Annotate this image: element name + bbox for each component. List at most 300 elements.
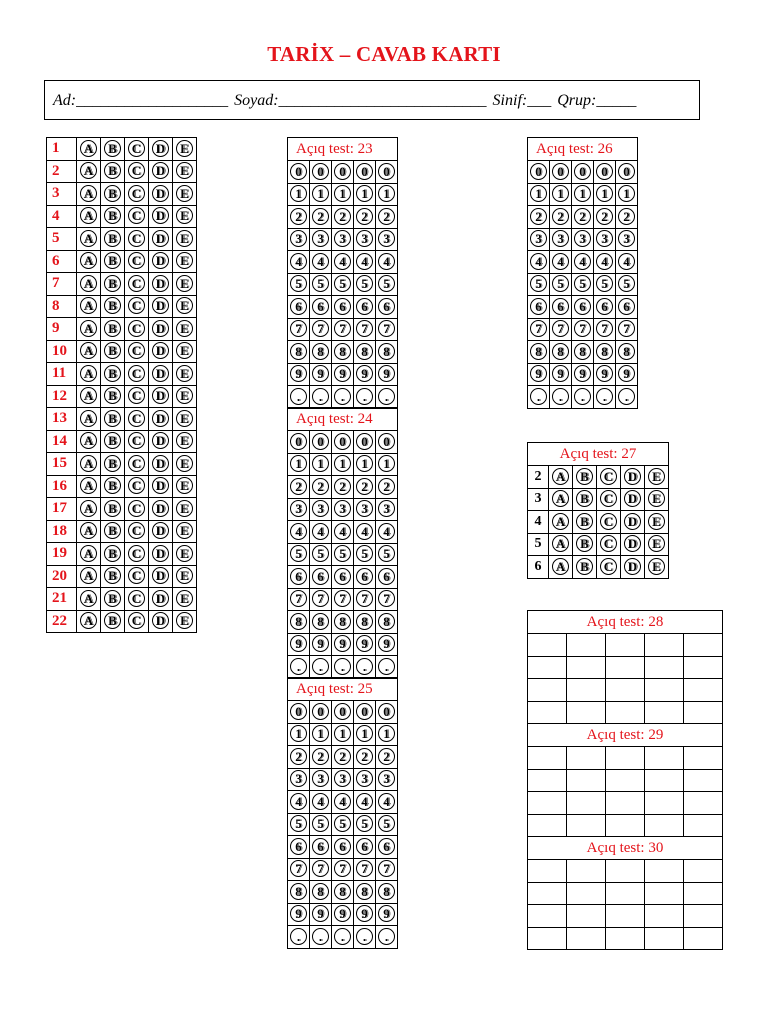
answer-cell[interactable] xyxy=(645,679,684,702)
digit-bubble[interactable]: 4 xyxy=(618,253,635,270)
option-bubble-e[interactable]: E xyxy=(176,140,193,157)
option-bubble-d[interactable]: D xyxy=(152,410,169,427)
digit-bubble[interactable]: 1 xyxy=(290,185,307,202)
digit-bubble[interactable]: . xyxy=(312,658,329,675)
answer-cell[interactable] xyxy=(567,882,606,905)
option-bubble-a[interactable]: A xyxy=(80,185,97,202)
answer-cell[interactable] xyxy=(528,814,567,837)
option-bubble-b[interactable]: B xyxy=(104,207,121,224)
option-bubble-b[interactable]: B xyxy=(104,365,121,382)
answer-cell[interactable] xyxy=(645,927,684,950)
option-bubble-e[interactable]: E xyxy=(176,590,193,607)
digit-bubble[interactable]: 0 xyxy=(530,163,547,180)
option-bubble-c[interactable]: C xyxy=(128,342,145,359)
answer-cell[interactable] xyxy=(528,769,567,792)
digit-bubble[interactable]: 4 xyxy=(356,523,373,540)
digit-bubble[interactable]: 7 xyxy=(378,590,395,607)
digit-bubble[interactable]: 1 xyxy=(312,455,329,472)
digit-bubble[interactable]: 2 xyxy=(378,478,395,495)
digit-bubble[interactable]: 2 xyxy=(312,748,329,765)
digit-bubble[interactable]: 7 xyxy=(334,320,351,337)
digit-bubble[interactable]: 2 xyxy=(290,478,307,495)
digit-bubble[interactable]: 2 xyxy=(356,478,373,495)
digit-bubble[interactable]: . xyxy=(312,388,329,405)
digit-bubble[interactable]: 4 xyxy=(356,793,373,810)
option-bubble-a[interactable]: A xyxy=(552,535,569,552)
option-bubble-c[interactable]: C xyxy=(128,590,145,607)
digit-bubble[interactable]: 9 xyxy=(356,635,373,652)
digit-bubble[interactable]: 1 xyxy=(574,185,591,202)
digit-bubble[interactable]: 3 xyxy=(378,230,395,247)
option-bubble-b[interactable]: B xyxy=(104,477,121,494)
digit-bubble[interactable]: 6 xyxy=(312,298,329,315)
option-bubble-c[interactable]: C xyxy=(128,545,145,562)
digit-bubble[interactable]: 3 xyxy=(356,500,373,517)
digit-bubble[interactable]: 4 xyxy=(312,793,329,810)
option-bubble-b[interactable]: B xyxy=(104,162,121,179)
digit-bubble[interactable]: 4 xyxy=(378,253,395,270)
digit-bubble[interactable]: 3 xyxy=(378,770,395,787)
digit-bubble[interactable]: 0 xyxy=(334,163,351,180)
digit-bubble[interactable]: 3 xyxy=(378,500,395,517)
answer-cell[interactable] xyxy=(684,656,723,679)
digit-bubble[interactable]: 0 xyxy=(618,163,635,180)
answer-cell[interactable] xyxy=(606,882,645,905)
digit-bubble[interactable]: 6 xyxy=(618,298,635,315)
digit-bubble[interactable]: 3 xyxy=(574,230,591,247)
digit-bubble[interactable]: 3 xyxy=(312,770,329,787)
answer-cell[interactable] xyxy=(684,747,723,770)
option-bubble-d[interactable]: D xyxy=(152,365,169,382)
digit-bubble[interactable]: 9 xyxy=(312,365,329,382)
answer-cell[interactable] xyxy=(528,882,567,905)
option-bubble-a[interactable]: A xyxy=(80,252,97,269)
option-bubble-d[interactable]: D xyxy=(152,140,169,157)
option-bubble-c[interactable]: C xyxy=(128,185,145,202)
digit-bubble[interactable]: 8 xyxy=(596,343,613,360)
digit-bubble[interactable]: 1 xyxy=(618,185,635,202)
digit-bubble[interactable]: 6 xyxy=(334,298,351,315)
answer-cell[interactable] xyxy=(645,882,684,905)
digit-bubble[interactable]: 2 xyxy=(356,748,373,765)
option-bubble-b[interactable]: B xyxy=(104,387,121,404)
digit-bubble[interactable]: 6 xyxy=(378,568,395,585)
option-bubble-b[interactable]: B xyxy=(104,140,121,157)
digit-bubble[interactable]: 3 xyxy=(334,500,351,517)
digit-bubble[interactable]: 8 xyxy=(290,883,307,900)
option-bubble-b[interactable]: B xyxy=(576,490,593,507)
digit-bubble[interactable]: 7 xyxy=(356,860,373,877)
digit-bubble[interactable]: . xyxy=(290,388,307,405)
digit-bubble[interactable]: 8 xyxy=(530,343,547,360)
option-bubble-e[interactable]: E xyxy=(176,207,193,224)
digit-bubble[interactable]: 1 xyxy=(596,185,613,202)
digit-bubble[interactable]: 4 xyxy=(574,253,591,270)
option-bubble-b[interactable]: B xyxy=(104,500,121,517)
option-bubble-e[interactable]: E xyxy=(648,513,665,530)
digit-bubble[interactable]: 8 xyxy=(312,613,329,630)
option-bubble-d[interactable]: D xyxy=(152,567,169,584)
option-bubble-a[interactable]: A xyxy=(80,297,97,314)
option-bubble-e[interactable]: E xyxy=(176,567,193,584)
option-bubble-e[interactable]: E xyxy=(176,612,193,629)
option-bubble-a[interactable]: A xyxy=(552,490,569,507)
digit-bubble[interactable]: 1 xyxy=(312,185,329,202)
digit-bubble[interactable]: . xyxy=(290,658,307,675)
digit-bubble[interactable]: 5 xyxy=(290,545,307,562)
digit-bubble[interactable]: 7 xyxy=(290,860,307,877)
answer-cell[interactable] xyxy=(606,860,645,883)
answer-cell[interactable] xyxy=(684,634,723,657)
option-bubble-e[interactable]: E xyxy=(176,522,193,539)
option-bubble-d[interactable]: D xyxy=(152,297,169,314)
digit-bubble[interactable]: 6 xyxy=(530,298,547,315)
option-bubble-e[interactable]: E xyxy=(176,387,193,404)
answer-cell[interactable] xyxy=(684,769,723,792)
option-bubble-c[interactable]: C xyxy=(128,162,145,179)
digit-bubble[interactable]: 0 xyxy=(312,703,329,720)
digit-bubble[interactable]: 0 xyxy=(574,163,591,180)
option-bubble-d[interactable]: D xyxy=(624,513,641,530)
digit-bubble[interactable]: 9 xyxy=(596,365,613,382)
answer-cell[interactable] xyxy=(645,905,684,928)
digit-bubble[interactable]: 1 xyxy=(312,725,329,742)
option-bubble-e[interactable]: E xyxy=(176,477,193,494)
digit-bubble[interactable]: 8 xyxy=(334,343,351,360)
option-bubble-b[interactable]: B xyxy=(104,522,121,539)
option-bubble-d[interactable]: D xyxy=(624,468,641,485)
digit-bubble[interactable]: 4 xyxy=(290,793,307,810)
digit-bubble[interactable]: 2 xyxy=(552,208,569,225)
digit-bubble[interactable]: 9 xyxy=(334,635,351,652)
digit-bubble[interactable]: 8 xyxy=(356,343,373,360)
option-bubble-a[interactable]: A xyxy=(80,455,97,472)
digit-bubble[interactable]: 0 xyxy=(378,703,395,720)
digit-bubble[interactable]: 4 xyxy=(334,523,351,540)
answer-cell[interactable] xyxy=(645,792,684,815)
digit-bubble[interactable]: 9 xyxy=(312,905,329,922)
digit-bubble[interactable]: 5 xyxy=(312,275,329,292)
digit-bubble[interactable]: 3 xyxy=(596,230,613,247)
digit-bubble[interactable]: 5 xyxy=(312,815,329,832)
digit-bubble[interactable]: 8 xyxy=(290,343,307,360)
answer-cell[interactable] xyxy=(684,701,723,724)
digit-bubble[interactable]: 8 xyxy=(574,343,591,360)
option-bubble-b[interactable]: B xyxy=(104,185,121,202)
digit-bubble[interactable]: 8 xyxy=(356,883,373,900)
answer-cell[interactable] xyxy=(567,905,606,928)
option-bubble-e[interactable]: E xyxy=(176,252,193,269)
answer-cell[interactable] xyxy=(684,927,723,950)
digit-bubble[interactable]: 1 xyxy=(290,725,307,742)
digit-bubble[interactable]: 9 xyxy=(378,365,395,382)
digit-bubble[interactable]: 3 xyxy=(552,230,569,247)
answer-cell[interactable] xyxy=(528,747,567,770)
digit-bubble[interactable]: 7 xyxy=(356,320,373,337)
option-bubble-c[interactable]: C xyxy=(600,535,617,552)
digit-bubble[interactable]: 8 xyxy=(312,883,329,900)
answer-cell[interactable] xyxy=(567,701,606,724)
option-bubble-d[interactable]: D xyxy=(152,252,169,269)
digit-bubble[interactable]: 1 xyxy=(378,725,395,742)
option-bubble-e[interactable]: E xyxy=(176,455,193,472)
option-bubble-e[interactable]: E xyxy=(176,545,193,562)
digit-bubble[interactable]: 5 xyxy=(356,545,373,562)
digit-bubble[interactable]: 4 xyxy=(312,253,329,270)
digit-bubble[interactable]: 9 xyxy=(290,905,307,922)
digit-bubble[interactable]: 1 xyxy=(356,455,373,472)
option-bubble-a[interactable]: A xyxy=(552,558,569,575)
digit-bubble[interactable]: 7 xyxy=(378,320,395,337)
answer-cell[interactable] xyxy=(606,905,645,928)
digit-bubble[interactable]: 4 xyxy=(312,523,329,540)
digit-bubble[interactable]: 7 xyxy=(290,590,307,607)
answer-cell[interactable] xyxy=(567,792,606,815)
digit-bubble[interactable]: 9 xyxy=(530,365,547,382)
answer-cell[interactable] xyxy=(567,634,606,657)
digit-bubble[interactable]: 4 xyxy=(334,253,351,270)
answer-cell[interactable] xyxy=(645,814,684,837)
digit-bubble[interactable]: 7 xyxy=(334,860,351,877)
digit-bubble[interactable]: 2 xyxy=(618,208,635,225)
option-bubble-a[interactable]: A xyxy=(80,140,97,157)
option-bubble-c[interactable]: C xyxy=(128,365,145,382)
answer-cell[interactable] xyxy=(528,634,567,657)
digit-bubble[interactable]: 3 xyxy=(290,230,307,247)
answer-cell[interactable] xyxy=(606,747,645,770)
option-bubble-e[interactable]: E xyxy=(176,432,193,449)
option-bubble-b[interactable]: B xyxy=(104,432,121,449)
digit-bubble[interactable]: 8 xyxy=(356,613,373,630)
digit-bubble[interactable]: . xyxy=(618,388,635,405)
option-bubble-d[interactable]: D xyxy=(152,185,169,202)
option-bubble-a[interactable]: A xyxy=(80,410,97,427)
digit-bubble[interactable]: 9 xyxy=(618,365,635,382)
digit-bubble[interactable]: 7 xyxy=(312,320,329,337)
option-bubble-c[interactable]: C xyxy=(128,275,145,292)
group-field[interactable]: Qrup:_____ xyxy=(557,92,637,109)
option-bubble-b[interactable]: B xyxy=(576,513,593,530)
option-bubble-b[interactable]: B xyxy=(104,455,121,472)
option-bubble-a[interactable]: A xyxy=(80,567,97,584)
option-bubble-a[interactable]: A xyxy=(80,342,97,359)
digit-bubble[interactable]: 8 xyxy=(334,883,351,900)
answer-cell[interactable] xyxy=(645,769,684,792)
option-bubble-c[interactable]: C xyxy=(128,252,145,269)
digit-bubble[interactable]: 6 xyxy=(552,298,569,315)
option-bubble-c[interactable]: C xyxy=(128,230,145,247)
option-bubble-e[interactable]: E xyxy=(648,468,665,485)
option-bubble-b[interactable]: B xyxy=(104,590,121,607)
digit-bubble[interactable]: 5 xyxy=(378,815,395,832)
digit-bubble[interactable]: 3 xyxy=(356,770,373,787)
answer-cell[interactable] xyxy=(567,860,606,883)
digit-bubble[interactable]: 4 xyxy=(290,523,307,540)
digit-bubble[interactable]: 0 xyxy=(378,163,395,180)
answer-cell[interactable] xyxy=(606,769,645,792)
answer-cell[interactable] xyxy=(567,679,606,702)
option-bubble-a[interactable]: A xyxy=(80,320,97,337)
digit-bubble[interactable]: . xyxy=(334,658,351,675)
digit-bubble[interactable]: . xyxy=(356,658,373,675)
digit-bubble[interactable]: 0 xyxy=(356,163,373,180)
option-bubble-e[interactable]: E xyxy=(176,500,193,517)
digit-bubble[interactable]: 9 xyxy=(290,365,307,382)
digit-bubble[interactable]: 1 xyxy=(356,725,373,742)
digit-bubble[interactable]: 9 xyxy=(378,635,395,652)
digit-bubble[interactable]: 5 xyxy=(356,815,373,832)
digit-bubble[interactable]: 7 xyxy=(378,860,395,877)
digit-bubble[interactable]: 7 xyxy=(290,320,307,337)
option-bubble-b[interactable]: B xyxy=(576,468,593,485)
answer-cell[interactable] xyxy=(528,701,567,724)
answer-cell[interactable] xyxy=(606,701,645,724)
digit-bubble[interactable]: 1 xyxy=(378,455,395,472)
digit-bubble[interactable]: 0 xyxy=(290,703,307,720)
answer-cell[interactable] xyxy=(528,905,567,928)
option-bubble-a[interactable]: A xyxy=(80,275,97,292)
option-bubble-d[interactable]: D xyxy=(624,535,641,552)
answer-cell[interactable] xyxy=(567,927,606,950)
option-bubble-e[interactable]: E xyxy=(176,297,193,314)
digit-bubble[interactable]: 2 xyxy=(356,208,373,225)
option-bubble-e[interactable]: E xyxy=(176,275,193,292)
option-bubble-b[interactable]: B xyxy=(104,297,121,314)
digit-bubble[interactable]: 1 xyxy=(334,185,351,202)
digit-bubble[interactable]: 2 xyxy=(378,748,395,765)
digit-bubble[interactable]: 0 xyxy=(290,433,307,450)
digit-bubble[interactable]: 3 xyxy=(312,500,329,517)
option-bubble-d[interactable]: D xyxy=(624,558,641,575)
option-bubble-a[interactable]: A xyxy=(80,477,97,494)
digit-bubble[interactable]: 8 xyxy=(334,613,351,630)
digit-bubble[interactable]: 6 xyxy=(356,838,373,855)
answer-cell[interactable] xyxy=(684,792,723,815)
digit-bubble[interactable]: 6 xyxy=(334,568,351,585)
digit-bubble[interactable]: 6 xyxy=(290,568,307,585)
option-bubble-d[interactable]: D xyxy=(152,275,169,292)
digit-bubble[interactable]: 4 xyxy=(530,253,547,270)
digit-bubble[interactable]: . xyxy=(378,388,395,405)
digit-bubble[interactable]: 5 xyxy=(574,275,591,292)
name-field[interactable]: Ad:___________________ xyxy=(53,92,229,109)
digit-bubble[interactable]: 9 xyxy=(334,365,351,382)
digit-bubble[interactable]: . xyxy=(530,388,547,405)
digit-bubble[interactable]: 0 xyxy=(334,703,351,720)
answer-cell[interactable] xyxy=(606,792,645,815)
option-bubble-e[interactable]: E xyxy=(176,162,193,179)
digit-bubble[interactable]: 7 xyxy=(312,860,329,877)
answer-cell[interactable] xyxy=(606,634,645,657)
answer-cell[interactable] xyxy=(645,747,684,770)
digit-bubble[interactable]: 3 xyxy=(530,230,547,247)
digit-bubble[interactable]: 6 xyxy=(312,568,329,585)
digit-bubble[interactable]: 6 xyxy=(378,298,395,315)
option-bubble-c[interactable]: C xyxy=(128,387,145,404)
option-bubble-a[interactable]: A xyxy=(80,590,97,607)
option-bubble-b[interactable]: B xyxy=(104,320,121,337)
answer-cell[interactable] xyxy=(528,679,567,702)
option-bubble-b[interactable]: B xyxy=(104,342,121,359)
digit-bubble[interactable]: 6 xyxy=(574,298,591,315)
digit-bubble[interactable]: 6 xyxy=(356,568,373,585)
digit-bubble[interactable]: 5 xyxy=(290,815,307,832)
option-bubble-d[interactable]: D xyxy=(152,477,169,494)
digit-bubble[interactable]: 8 xyxy=(378,343,395,360)
digit-bubble[interactable]: 7 xyxy=(334,590,351,607)
option-bubble-c[interactable]: C xyxy=(128,432,145,449)
digit-bubble[interactable]: 6 xyxy=(334,838,351,855)
digit-bubble[interactable]: . xyxy=(596,388,613,405)
option-bubble-e[interactable]: E xyxy=(176,342,193,359)
answer-cell[interactable] xyxy=(567,747,606,770)
digit-bubble[interactable]: . xyxy=(378,928,395,945)
digit-bubble[interactable]: 2 xyxy=(530,208,547,225)
digit-bubble[interactable]: 2 xyxy=(334,478,351,495)
digit-bubble[interactable]: 0 xyxy=(356,703,373,720)
class-field[interactable]: Sinif:___ xyxy=(492,92,552,109)
option-bubble-b[interactable]: B xyxy=(104,230,121,247)
digit-bubble[interactable]: 0 xyxy=(334,433,351,450)
digit-bubble[interactable]: 7 xyxy=(574,320,591,337)
digit-bubble[interactable]: 5 xyxy=(334,275,351,292)
digit-bubble[interactable]: 5 xyxy=(618,275,635,292)
option-bubble-c[interactable]: C xyxy=(600,490,617,507)
digit-bubble[interactable]: 8 xyxy=(378,883,395,900)
digit-bubble[interactable]: 5 xyxy=(290,275,307,292)
digit-bubble[interactable]: 1 xyxy=(552,185,569,202)
digit-bubble[interactable]: 8 xyxy=(312,343,329,360)
digit-bubble[interactable]: 1 xyxy=(290,455,307,472)
digit-bubble[interactable]: 7 xyxy=(596,320,613,337)
digit-bubble[interactable]: 6 xyxy=(356,298,373,315)
option-bubble-c[interactable]: C xyxy=(128,567,145,584)
option-bubble-c[interactable]: C xyxy=(600,558,617,575)
digit-bubble[interactable]: 9 xyxy=(356,905,373,922)
option-bubble-a[interactable]: A xyxy=(80,522,97,539)
answer-cell[interactable] xyxy=(567,769,606,792)
option-bubble-d[interactable]: D xyxy=(152,230,169,247)
option-bubble-c[interactable]: C xyxy=(128,477,145,494)
digit-bubble[interactable]: 1 xyxy=(378,185,395,202)
option-bubble-e[interactable]: E xyxy=(176,410,193,427)
answer-cell[interactable] xyxy=(567,814,606,837)
digit-bubble[interactable]: 3 xyxy=(334,770,351,787)
digit-bubble[interactable]: 8 xyxy=(378,613,395,630)
option-bubble-b[interactable]: B xyxy=(576,558,593,575)
digit-bubble[interactable]: 2 xyxy=(596,208,613,225)
digit-bubble[interactable]: . xyxy=(356,928,373,945)
option-bubble-b[interactable]: B xyxy=(576,535,593,552)
digit-bubble[interactable]: 7 xyxy=(356,590,373,607)
digit-bubble[interactable]: 7 xyxy=(530,320,547,337)
option-bubble-c[interactable]: C xyxy=(128,612,145,629)
digit-bubble[interactable]: 2 xyxy=(378,208,395,225)
option-bubble-d[interactable]: D xyxy=(624,490,641,507)
option-bubble-a[interactable]: A xyxy=(552,468,569,485)
digit-bubble[interactable]: 0 xyxy=(290,163,307,180)
digit-bubble[interactable]: 8 xyxy=(618,343,635,360)
digit-bubble[interactable]: 4 xyxy=(596,253,613,270)
digit-bubble[interactable]: 2 xyxy=(290,208,307,225)
answer-cell[interactable] xyxy=(645,656,684,679)
digit-bubble[interactable]: 2 xyxy=(290,748,307,765)
digit-bubble[interactable]: 1 xyxy=(334,725,351,742)
digit-bubble[interactable]: . xyxy=(334,928,351,945)
digit-bubble[interactable]: 6 xyxy=(290,838,307,855)
digit-bubble[interactable]: 0 xyxy=(552,163,569,180)
digit-bubble[interactable]: 9 xyxy=(574,365,591,382)
